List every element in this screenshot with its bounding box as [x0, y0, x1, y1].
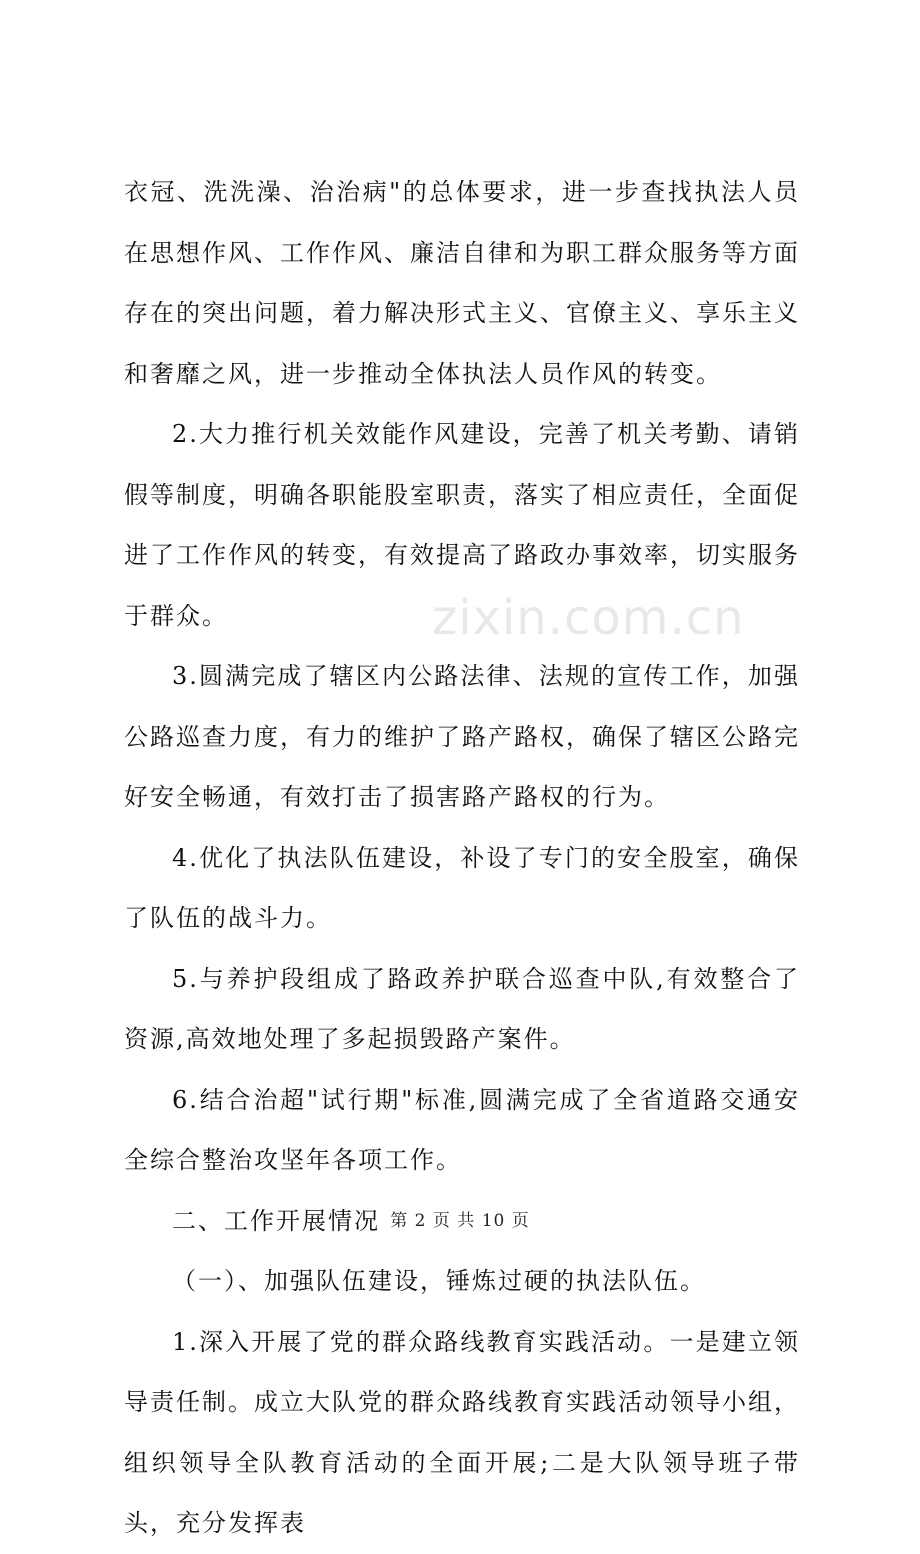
document-body: [124, 162, 800, 1554]
watermark: zixin.com.cn: [432, 590, 745, 646]
paragraph-1: 衣冠、洗洗澡、治治病"的总体要求，进一步查找执法人员在思想作风、工作作风、廉洁自律和为职工群众服务等方面存在的突出问题，着力解决形式主义、官僚主义、享乐主义和奢靡之风，进一步推动全体执法人员作风的转变。: [124, 178, 800, 388]
page-footer: 第 2 页 共 10 页: [390, 1211, 530, 1231]
paragraph-6: 6.结合治超"试行期"标准,圆满完成了全省道路交通安全综合整治攻坚年各项工作。: [124, 1085, 800, 1174]
subsection-heading: （一）、加强队伍建设，锤炼过硬的执法队伍。: [172, 1267, 706, 1295]
paragraph-2: 2.大力推行机关效能作风建设，完善了机关考勤、请销假等制度，明确各职能股室职责，落实了相应责任，全面促进了工作作风的转变，有效提高了路政办事效率，切实服务于群众。: [124, 420, 800, 630]
paragraph-4: 4.优化了执法队伍建设，补设了专门的安全股室，确保了队伍的战斗力。: [124, 843, 800, 932]
paragraph-3: 3.圆满完成了辖区内公路法律、法规的宣传工作，加强公路巡查力度，有力的维护了路产路权，确保了辖区公路完好安全畅通，有效打击了损害路产路权的行为。: [124, 662, 800, 811]
paragraph-5: 5.与养护段组成了路政养护联合巡查中队,有效整合了资源,高效地处理了多起损毁路产案件。: [124, 964, 800, 1053]
paragraph-7: 1.深入开展了党的群众路线教育实践活动。一是建立领导责任制。成立大队党的群众路线教育实践活动领导小组，组织领导全队教育活动的全面开展;二是大队领导班子带头，充分发挥表: [124, 1327, 800, 1537]
section-heading: 二、工作开展情况: [172, 1206, 380, 1235]
